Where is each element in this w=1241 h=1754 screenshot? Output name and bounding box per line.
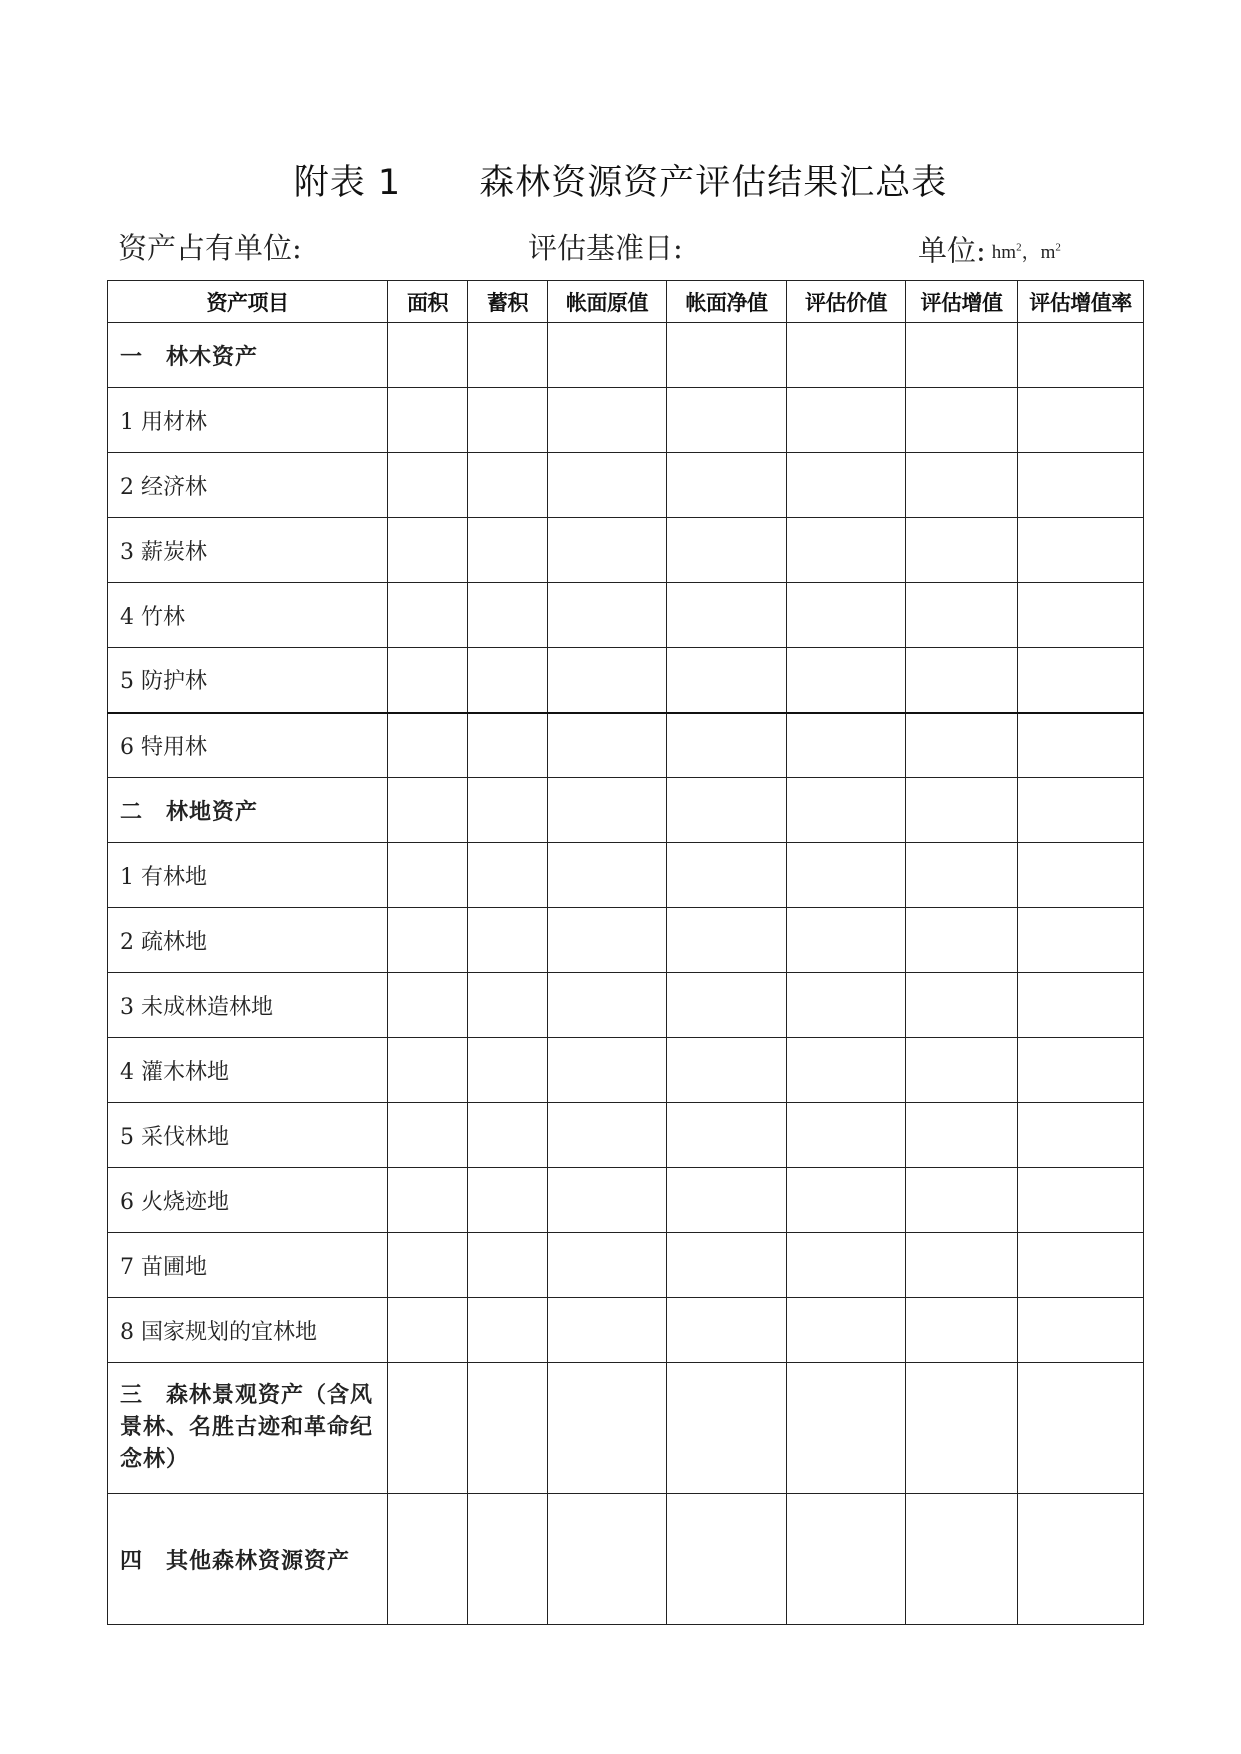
increment-cell <box>906 973 1018 1038</box>
area-cell <box>388 1494 468 1625</box>
row-label: 5 防护林 <box>108 648 388 713</box>
unit-label: 单位: <box>918 233 986 268</box>
table-row <box>108 1103 1144 1168</box>
increment-cell <box>906 583 1018 648</box>
book-net-cell <box>667 778 787 843</box>
increment-rate-cell <box>1018 973 1144 1038</box>
area-cell <box>388 1298 468 1363</box>
stock-cell <box>468 778 548 843</box>
appraised-value-cell <box>787 713 906 778</box>
row-label: 4 竹林 <box>108 583 388 648</box>
area-cell <box>388 973 468 1038</box>
table-header-row <box>108 281 1144 323</box>
book-original-cell <box>548 1363 667 1494</box>
stock-cell <box>468 908 548 973</box>
row-label: 一 林木资产 <box>108 323 388 388</box>
increment-rate-cell <box>1018 843 1144 908</box>
document-title <box>0 158 1241 208</box>
stock-cell <box>468 1103 548 1168</box>
stock-cell <box>468 1038 548 1103</box>
appraised-value-cell <box>787 648 906 713</box>
area-cell <box>388 908 468 973</box>
appraised-value-cell <box>787 1168 906 1233</box>
increment-cell <box>906 1298 1018 1363</box>
header-asset-item: 资产项目 <box>108 281 388 323</box>
increment-rate-cell <box>1018 453 1144 518</box>
row-label: 8 国家规划的宜林地 <box>108 1298 388 1363</box>
appraised-value-cell <box>787 778 906 843</box>
title-main: 森林资源资产评估结果汇总表 <box>479 163 948 203</box>
stock-cell <box>468 843 548 908</box>
stock-cell <box>468 1298 548 1363</box>
unit-values <box>992 242 1061 263</box>
increment-cell <box>906 1233 1018 1298</box>
area-cell <box>388 778 468 843</box>
book-net-cell <box>667 453 787 518</box>
row-label: 6 特用林 <box>108 713 388 778</box>
stock-cell <box>468 323 548 388</box>
book-net-cell <box>667 1494 787 1625</box>
book-net-cell <box>667 908 787 973</box>
area-cell <box>388 583 468 648</box>
table-row <box>108 843 1144 908</box>
book-original-cell <box>548 648 667 713</box>
book-net-cell <box>667 583 787 648</box>
book-original-cell <box>548 908 667 973</box>
area-cell <box>388 1233 468 1298</box>
header-appraisal-increment-rate: 评估增值率 <box>1018 281 1144 323</box>
book-original-cell <box>548 1494 667 1625</box>
increment-cell <box>906 1168 1018 1233</box>
book-original-cell <box>548 388 667 453</box>
title-prefix: 附表 1 <box>293 163 402 203</box>
table-row <box>108 778 1144 843</box>
book-original-cell <box>548 1038 667 1103</box>
stock-cell <box>468 1494 548 1625</box>
area-cell <box>388 1363 468 1494</box>
row-label: 4 灌木林地 <box>108 1038 388 1103</box>
appraised-value-cell <box>787 1363 906 1494</box>
increment-cell <box>906 1103 1018 1168</box>
increment-rate-cell <box>1018 1494 1144 1625</box>
book-net-cell <box>667 713 787 778</box>
stock-cell <box>468 388 548 453</box>
book-net-cell <box>667 1363 787 1494</box>
table-row <box>108 453 1144 518</box>
book-net-cell <box>667 388 787 453</box>
area-cell <box>388 1038 468 1103</box>
increment-cell <box>906 453 1018 518</box>
book-original-cell <box>548 973 667 1038</box>
book-original-cell <box>548 1233 667 1298</box>
stock-cell <box>468 1168 548 1233</box>
table-row <box>108 908 1144 973</box>
appraised-value-cell <box>787 1494 906 1625</box>
book-original-cell <box>548 323 667 388</box>
forest-asset-summary-table <box>107 280 1144 1625</box>
appraised-value-cell <box>787 1298 906 1363</box>
unit-hectare-exponent: 2 <box>1016 242 1022 254</box>
unit-square-meter-exponent: 2 <box>1055 242 1061 254</box>
increment-rate-cell <box>1018 323 1144 388</box>
book-net-cell <box>667 1168 787 1233</box>
increment-cell <box>906 843 1018 908</box>
increment-cell <box>906 648 1018 713</box>
stock-cell <box>468 648 548 713</box>
row-label: 3 未成林造林地 <box>108 973 388 1038</box>
appraised-value-cell <box>787 453 906 518</box>
table-row <box>108 518 1144 583</box>
row-label: 四 其他森林资源资产 <box>108 1494 388 1625</box>
book-net-cell <box>667 518 787 583</box>
row-label: 1 用材林 <box>108 388 388 453</box>
increment-rate-cell <box>1018 388 1144 453</box>
increment-rate-cell <box>1018 1038 1144 1103</box>
increment-rate-cell <box>1018 1168 1144 1233</box>
row-label: 3 薪炭林 <box>108 518 388 583</box>
book-original-cell <box>548 778 667 843</box>
row-label: 6 火烧迹地 <box>108 1168 388 1233</box>
appraised-value-cell <box>787 1103 906 1168</box>
increment-rate-cell <box>1018 583 1144 648</box>
unit-square-meter: m <box>1040 242 1056 264</box>
row-label: 7 苗圃地 <box>108 1233 388 1298</box>
area-cell <box>388 1103 468 1168</box>
stock-cell <box>468 1233 548 1298</box>
increment-cell <box>906 1494 1018 1625</box>
book-net-cell <box>667 1233 787 1298</box>
area-cell <box>388 648 468 713</box>
book-original-cell <box>548 518 667 583</box>
book-net-cell <box>667 648 787 713</box>
table-row <box>108 583 1144 648</box>
book-original-cell <box>548 713 667 778</box>
row-label: 5 采伐林地 <box>108 1103 388 1168</box>
increment-rate-cell <box>1018 1233 1144 1298</box>
table-row <box>108 1038 1144 1103</box>
table-row <box>108 388 1144 453</box>
stock-cell <box>468 1363 548 1494</box>
increment-cell <box>906 1363 1018 1494</box>
appraised-value-cell <box>787 973 906 1038</box>
appraised-value-cell <box>787 518 906 583</box>
book-original-cell <box>548 1168 667 1233</box>
table-row <box>108 1298 1144 1363</box>
increment-cell <box>906 518 1018 583</box>
asset-owner-label: 资产占有单位: <box>118 231 302 265</box>
book-net-cell <box>667 843 787 908</box>
valuation-date-label: 评估基准日: <box>528 231 683 265</box>
book-original-cell <box>548 1298 667 1363</box>
appraised-value-cell <box>787 583 906 648</box>
increment-rate-cell <box>1018 778 1144 843</box>
stock-cell <box>468 583 548 648</box>
area-cell <box>388 713 468 778</box>
book-original-cell <box>548 843 667 908</box>
table-row <box>108 648 1144 713</box>
table-row <box>108 1168 1144 1233</box>
row-label: 2 疏林地 <box>108 908 388 973</box>
area-cell <box>388 323 468 388</box>
appraised-value-cell <box>787 388 906 453</box>
book-net-cell <box>667 1038 787 1103</box>
increment-rate-cell <box>1018 1103 1144 1168</box>
appraised-value-cell <box>787 908 906 973</box>
row-label: 1 有林地 <box>108 843 388 908</box>
increment-cell <box>906 388 1018 453</box>
book-original-cell <box>548 1103 667 1168</box>
increment-cell <box>906 778 1018 843</box>
area-cell <box>388 453 468 518</box>
increment-cell <box>906 323 1018 388</box>
table-row <box>108 323 1144 388</box>
table-row <box>108 1233 1144 1298</box>
book-original-cell <box>548 583 667 648</box>
unit-info <box>918 228 1061 268</box>
book-net-cell <box>667 973 787 1038</box>
stock-cell <box>468 518 548 583</box>
book-net-cell <box>667 1103 787 1168</box>
increment-rate-cell <box>1018 908 1144 973</box>
table-row <box>108 713 1144 778</box>
row-label: 2 经济林 <box>108 453 388 518</box>
area-cell <box>388 518 468 583</box>
increment-rate-cell <box>1018 713 1144 778</box>
table-row <box>108 973 1144 1038</box>
unit-hectare: hm <box>991 242 1017 264</box>
appraised-value-cell <box>787 1233 906 1298</box>
header-area: 面积 <box>388 281 468 323</box>
header-stock-volume: 蓄积 <box>468 281 548 323</box>
increment-cell <box>906 908 1018 973</box>
stock-cell <box>468 713 548 778</box>
book-original-cell <box>548 453 667 518</box>
increment-rate-cell <box>1018 648 1144 713</box>
table-row <box>108 1363 1144 1494</box>
row-label: 三 森林景观资产（含风景林、名胜古迹和革命纪念林） <box>108 1363 388 1494</box>
appraised-value-cell <box>787 1038 906 1103</box>
row-label: 二 林地资产 <box>108 778 388 843</box>
increment-cell <box>906 1038 1018 1103</box>
header-appraised-value: 评估价值 <box>787 281 906 323</box>
area-cell <box>388 388 468 453</box>
appraised-value-cell <box>787 843 906 908</box>
increment-rate-cell <box>1018 1363 1144 1494</box>
area-cell <box>388 843 468 908</box>
header-appraisal-increment: 评估增值 <box>906 281 1018 323</box>
increment-rate-cell <box>1018 518 1144 583</box>
increment-cell <box>906 713 1018 778</box>
appraised-value-cell <box>787 323 906 388</box>
book-net-cell <box>667 323 787 388</box>
header-book-original-value: 帐面原值 <box>548 281 667 323</box>
stock-cell <box>468 453 548 518</box>
area-cell <box>388 1168 468 1233</box>
unit-separator: ， <box>1021 242 1041 264</box>
increment-rate-cell <box>1018 1298 1144 1363</box>
book-net-cell <box>667 1298 787 1363</box>
header-book-net-value: 帐面净值 <box>667 281 787 323</box>
table-row <box>108 1494 1144 1625</box>
stock-cell <box>468 973 548 1038</box>
